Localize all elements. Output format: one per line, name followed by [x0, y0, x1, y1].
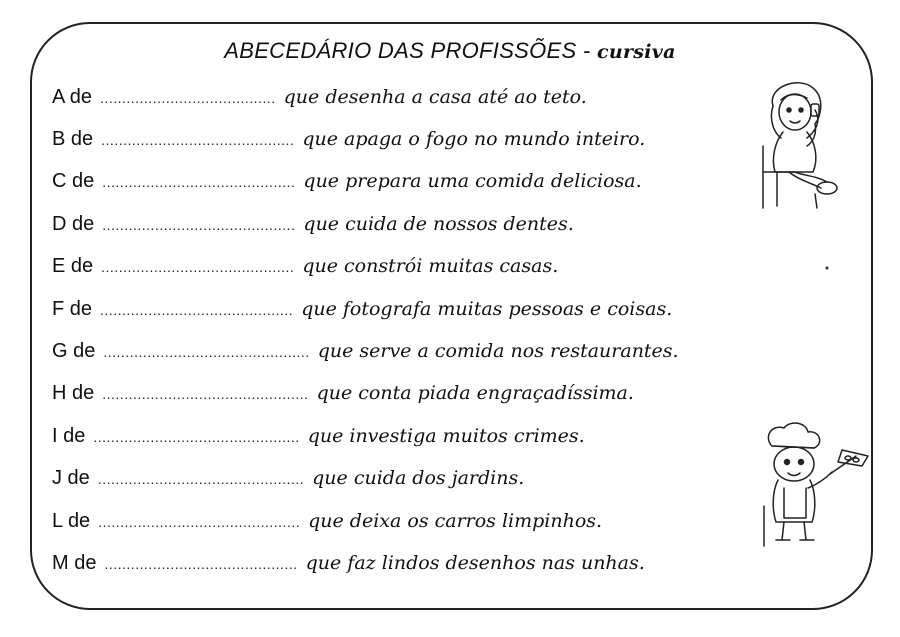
answer-blank: ............................................	[102, 174, 296, 190]
answer-blank: ...............................................	[97, 471, 305, 487]
row-letter: H de	[52, 382, 95, 404]
exercise-row	[52, 467, 524, 490]
row-letter: A de	[52, 86, 93, 108]
answer-blank: ...............................................	[103, 344, 310, 360]
exercise-row	[52, 298, 672, 321]
answer-blank: ...............................................	[102, 386, 309, 402]
answer-blank: ........................................	[100, 90, 276, 106]
title-subtitle: cursiva	[596, 41, 676, 63]
stray-dot	[824, 265, 830, 271]
answer-blank: ..............................................	[98, 514, 301, 530]
row-letter: G de	[52, 340, 96, 362]
row-letter: D de	[52, 213, 95, 235]
row-clue: que investiga muitos crimes.	[307, 425, 585, 447]
baker-illustration	[750, 418, 870, 548]
answer-blank: ............................................	[102, 217, 296, 233]
row-letter: L de	[52, 510, 91, 532]
row-clue: que cuida de nossos dentes.	[303, 213, 574, 235]
answer-blank: ...............................................	[93, 429, 300, 445]
exercise-row	[52, 382, 634, 405]
answer-blank: ............................................	[101, 132, 295, 148]
girl-illustration	[755, 76, 845, 216]
answer-blank: ............................................	[104, 556, 298, 572]
exercise-row	[52, 170, 642, 193]
row-clue: que serve a comida nos restaurantes.	[317, 340, 679, 362]
row-letter: B de	[52, 128, 94, 150]
title-main: ABECEDÁRIO DAS PROFISSÕES -	[224, 38, 591, 63]
answer-blank: ............................................	[100, 302, 294, 318]
exercise-row	[52, 552, 645, 575]
row-clue: que fotografa muitas pessoas e coisas.	[301, 298, 673, 320]
row-letter: M de	[52, 552, 97, 574]
exercise-row	[52, 213, 574, 236]
row-letter: F de	[52, 298, 93, 320]
exercise-row	[52, 86, 587, 109]
row-letter: I de	[52, 425, 86, 447]
row-letter: C de	[52, 170, 95, 192]
row-clue: que apaga o fogo no mundo inteiro.	[302, 128, 646, 150]
exercise-row	[52, 425, 585, 448]
row-clue: que deixa os carros limpinhos.	[308, 510, 603, 532]
exercise-row	[52, 255, 558, 278]
exercise-row	[52, 510, 602, 533]
row-clue: que cuida dos jardins.	[312, 467, 525, 489]
row-clue: que desenha a casa até ao teto.	[283, 86, 587, 108]
row-clue: que constrói muitas casas.	[302, 255, 559, 277]
row-clue: que conta piada engraçadíssima.	[316, 382, 634, 404]
exercise-row	[52, 128, 645, 151]
row-letter: E de	[52, 255, 94, 277]
row-clue: que prepara uma comida deliciosa.	[303, 170, 642, 192]
worksheet-title	[0, 38, 900, 64]
answer-blank: ............................................	[101, 259, 295, 275]
exercise-row	[52, 340, 679, 363]
row-clue: que faz lindos desenhos nas unhas.	[305, 552, 645, 574]
row-letter: J de	[52, 467, 90, 489]
